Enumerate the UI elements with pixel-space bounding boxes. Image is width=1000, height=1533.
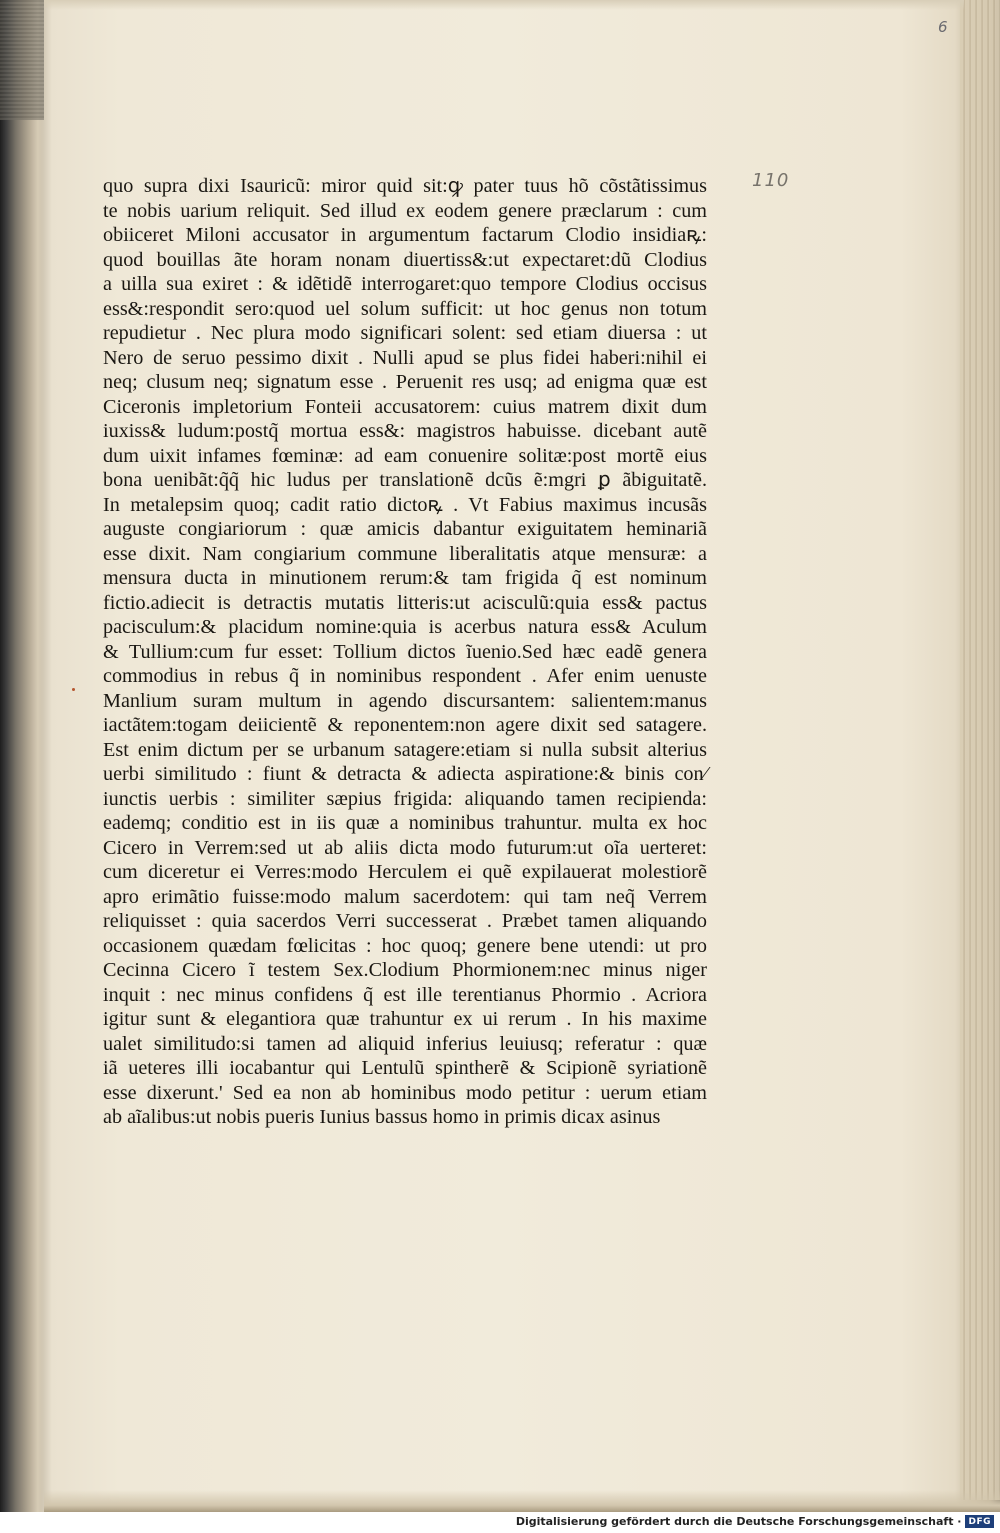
text-line: ab aĩalibus:ut nobis pueris Iunius bassus homo in primis dicax asinus <box>103 1106 661 1128</box>
page-edges-right <box>960 0 1000 1500</box>
text-line: reliquisset : quia sacerdos Verri successerat . Præbet tamen aliquando <box>103 910 707 932</box>
page-top-edge <box>44 0 964 10</box>
text-line: fictio.adiecit is detractis mutatis litteris:ut acisculũ:quia ess& pactus <box>103 591 707 614</box>
page-bottom-edge <box>44 1490 1000 1512</box>
text-line: pacisculum:& placidum nomine:quia is acerbus natura ess& Aculum <box>103 616 707 638</box>
text-line: quo supra dixi Isauricũ: miror quid sit:ꝙ pater tuus hõ cõstãtissimus <box>103 175 707 197</box>
text-line: eademq; conditio est in iis quæ a nominibus trahuntur. multa ex hoc <box>103 812 707 834</box>
text-line: te nobis uarium reliquit. Sed illud ex eodem genere præclarum : cum <box>103 199 707 222</box>
text-line: igitur sunt & elegantiora quæ trahuntur ex ui rerum . In his maxime <box>103 1008 707 1030</box>
text-line: obiiceret Miloni accusator in argumentum factarum Clodio insidiaꝶ: <box>103 224 707 246</box>
text-line: iã ueteres illi iocabantur qui Lentulũ spintherẽ & Scipionẽ syriationẽ <box>103 1057 707 1079</box>
text-line: dum uixit infames fœminæ: ad eam conuenire solitæ:post mortẽ eius <box>103 444 707 467</box>
text-line: mensura ducta in minutionem rerum:& tam frigida q̃ est nominum <box>103 567 707 589</box>
adjacent-page-stack <box>0 0 44 120</box>
text-line: cum diceretur ei Verres:modo Herculem ei quẽ expilauerat molestiorẽ <box>103 861 707 883</box>
text-line: esse dixit. Nam congiarium commune liberalitatis atque mensuræ: a <box>103 542 707 565</box>
text-line: Manlium suram multum in agendo discursantem: salientem:manus <box>103 689 707 712</box>
text-line: bona uenibãt:q̃q̃ hic ludus per translationẽ dcũs ẽ:mgri ꝑ ãbiguitatẽ. <box>103 469 707 491</box>
text-line: Est enim dictum per se urbanum satagere:etiam si nulla subsit alterius <box>103 738 707 761</box>
text-line: Cicero in Verrem:sed ut ab aliis dicta modo futurum:ut oĩa uerteret: <box>103 836 707 859</box>
printed-text-block <box>103 174 707 1130</box>
text-line: apro erimãtio fuisse:modo malum sacerdotem: qui tam neq̃ Verrem <box>103 885 707 908</box>
text-line: iactãtem:togam deiicientẽ & reponentem:non agere dixit sed satagere. <box>103 714 707 736</box>
text-line: ess&:respondit sero:quod uel solum sufficit: ut hoc genus non totum <box>103 297 707 320</box>
text-line: iunctis uerbis : similiter sæpius frigida: aliquando tamen recipienda: <box>103 787 707 810</box>
digitization-credit <box>516 1515 994 1528</box>
text-line: & Tullium:cum fur esset: Tollium dictos ĩuenio.Sed hæc eadẽ genera <box>103 640 707 663</box>
text-line: auguste congiariorum : quæ amicis dabantur exiguitatem heminariã <box>103 518 707 540</box>
text-line: repudietur . Nec plura modo significari solent: sed etiam diuersa : ut <box>103 322 707 344</box>
text-line: ualet similitudo:si tamen ad aliquid inferius leuiusq; referatur : quæ <box>103 1032 707 1055</box>
text-line: In metalepsim quoq; cadit ratio dictoꝶ . Vt Fabius maximus incusãs <box>103 493 707 516</box>
text-line: esse dixerunt.' Sed ea non ab hominibus modo petitur : uerum etiam <box>103 1081 707 1104</box>
text-line: occasionem quædam fœlicitas : hoc quoq; genere bene utendi: ut pro <box>103 934 707 957</box>
text-line: inquit : nec minus confidens q̃ est ille terentianus Phormio . Acriora <box>103 983 707 1006</box>
text-line: commodius in rebus q̃ in nominibus respondent . Afer enim uenuste <box>103 665 707 687</box>
margin-mark <box>72 688 75 691</box>
text-line: a uilla sua exiret : & idẽtidẽ interrogaret:quo tempore Clodius occisus <box>103 273 707 295</box>
folio-number: 6 <box>938 18 948 36</box>
pencil-annotation: 110 <box>752 170 790 191</box>
book-binding <box>0 0 44 1533</box>
text-line: uerbi similitudo : fiunt & detracta & adiecta aspiratione:& binis con⁄ <box>103 763 707 785</box>
text-line: iuxiss& ludum:postq̃ mortua ess&: magistros habuisse. dicebant autẽ <box>103 420 707 442</box>
text-line: Nero de seruo pessimo dixit . Nulli apud se plus fidei haberi:nihil ei <box>103 346 707 369</box>
text-line: Ciceronis impletorium Fonteii accusatorem: cuius matrem dixit dum <box>103 395 707 418</box>
text-line: Cecinna Cicero ĩ testem Sex.Clodium Phormionem:nec minus niger <box>103 959 707 981</box>
text-line: neq; clusum neq; signatum esse . Peruenit res usq; ad enigma quæ est <box>103 371 707 393</box>
text-line: quod bouillas ãte horam nonam diuertiss&:ut expectaret:dũ Clodius <box>103 248 707 271</box>
credit-text: Digitalisierung gefördert durch die Deutsche Forschungsgemeinschaft · <box>515 1515 962 1528</box>
dfg-logo: DFG <box>965 1515 994 1528</box>
